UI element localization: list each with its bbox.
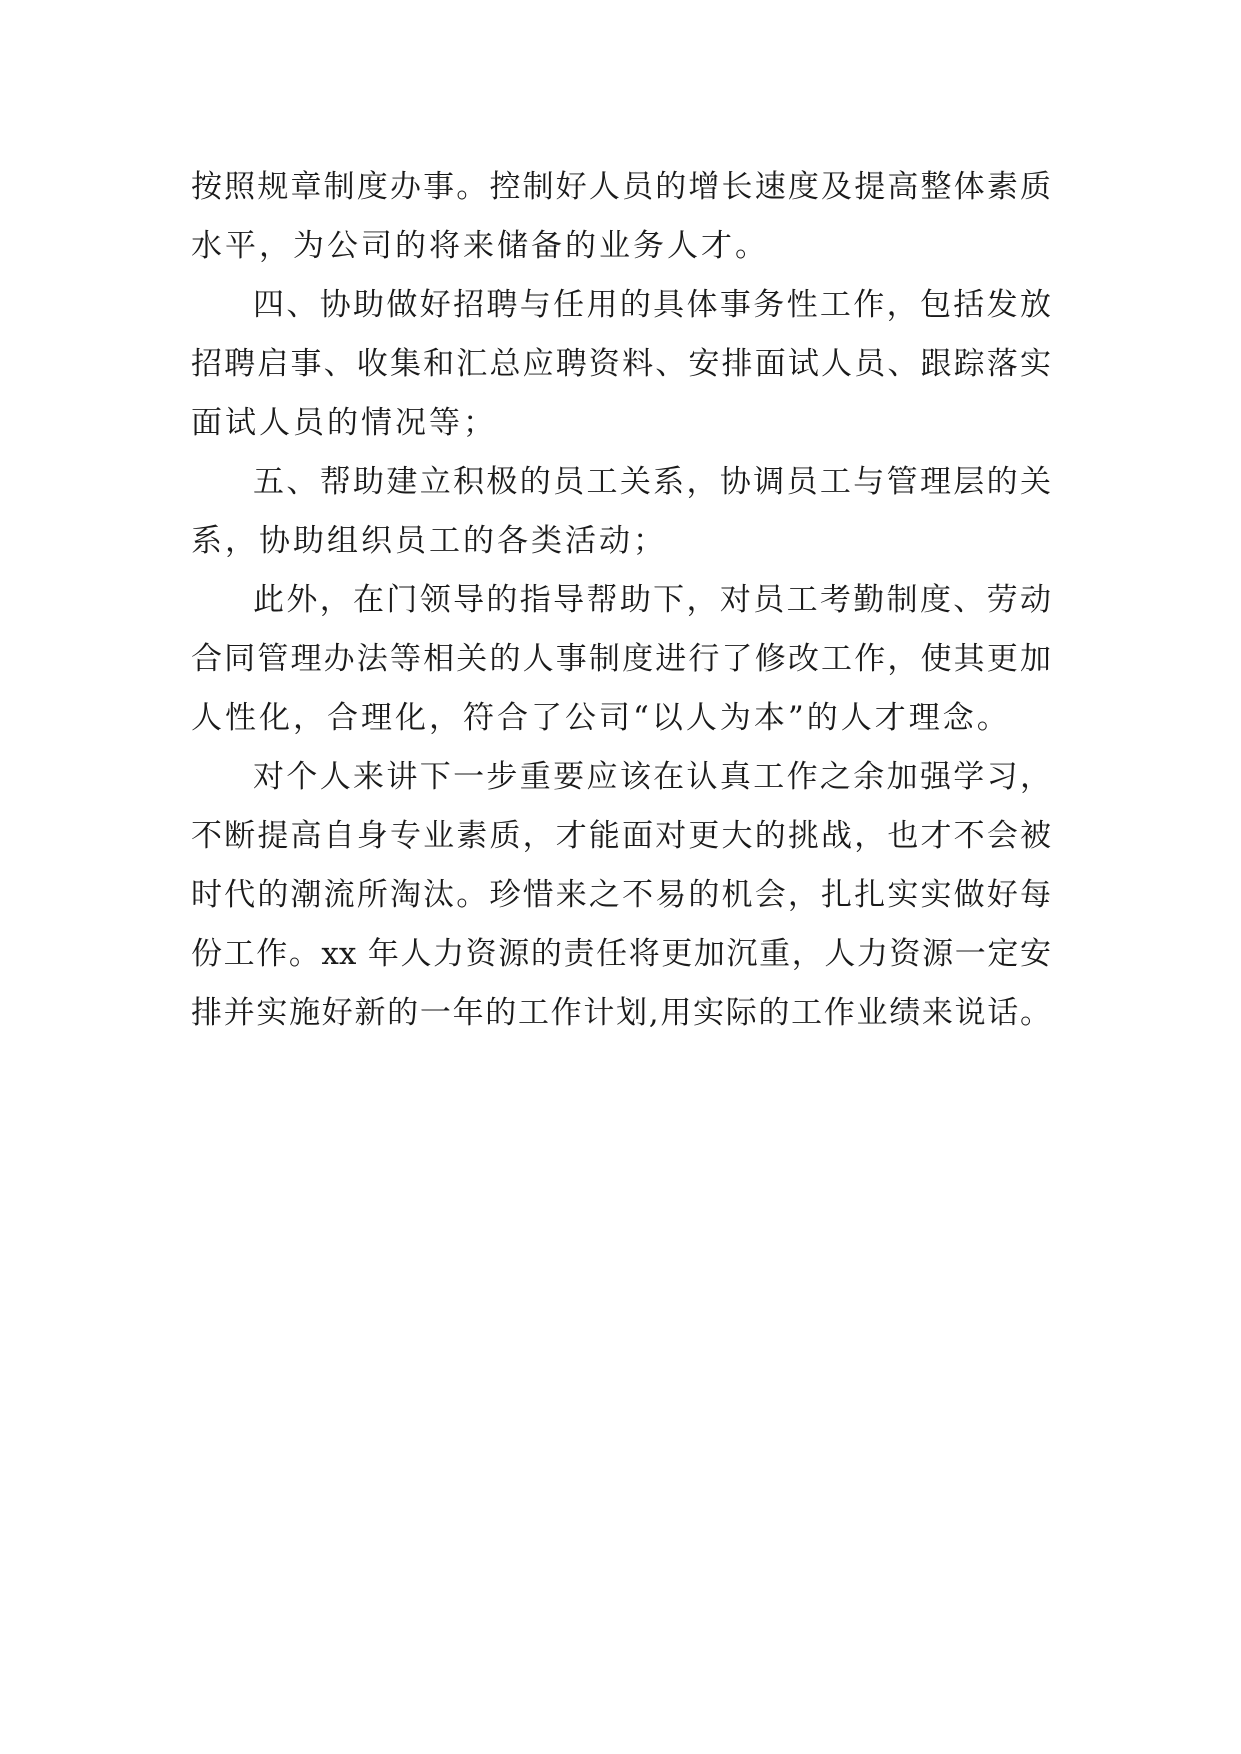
text-line: 五、帮助建立积极的员工关系，协调员工与管理层的关: [253, 464, 1051, 500]
text-line: 时代的潮流所淘汰。珍惜来之不易的机会，扎扎实实做好每: [191, 877, 1051, 913]
text-line: 排并实施好新的一年的工作计划,用实际的工作业绩来说话。: [191, 995, 1051, 1031]
body-text: [191, 158, 1051, 1043]
text-line: 水平，为公司的将来储备的业务人才。: [191, 228, 769, 264]
text-line: 面试人员的情况等；: [191, 405, 497, 441]
text-line: 份工作。xx 年人力资源的责任将更加沉重，人力资源一定安: [191, 936, 1051, 972]
text-line: 合同管理办法等相关的人事制度进行了修改工作，使其更加: [191, 641, 1051, 677]
text-line: 系，协助组织员工的各类活动；: [191, 523, 667, 559]
text-line: 此外，在门领导的指导帮助下，对员工考勤制度、劳动: [253, 582, 1051, 618]
text-line: 四、协助做好招聘与任用的具体事务性工作，包括发放: [253, 287, 1051, 323]
text-line: 招聘启事、收集和汇总应聘资料、安排面试人员、跟踪落实: [191, 346, 1051, 382]
text-line: 按照规章制度办事。控制好人员的增长速度及提高整体素质: [191, 169, 1051, 205]
text-line: 对个人来讲下一步重要应该在认真工作之余加强学习，: [253, 759, 1051, 795]
text-line: 不断提高自身专业素质，才能面对更大的挑战，也才不会被: [191, 818, 1051, 854]
text-line: 人性化，合理化，符合了公司“以人为本”的人才理念。: [191, 700, 1011, 736]
